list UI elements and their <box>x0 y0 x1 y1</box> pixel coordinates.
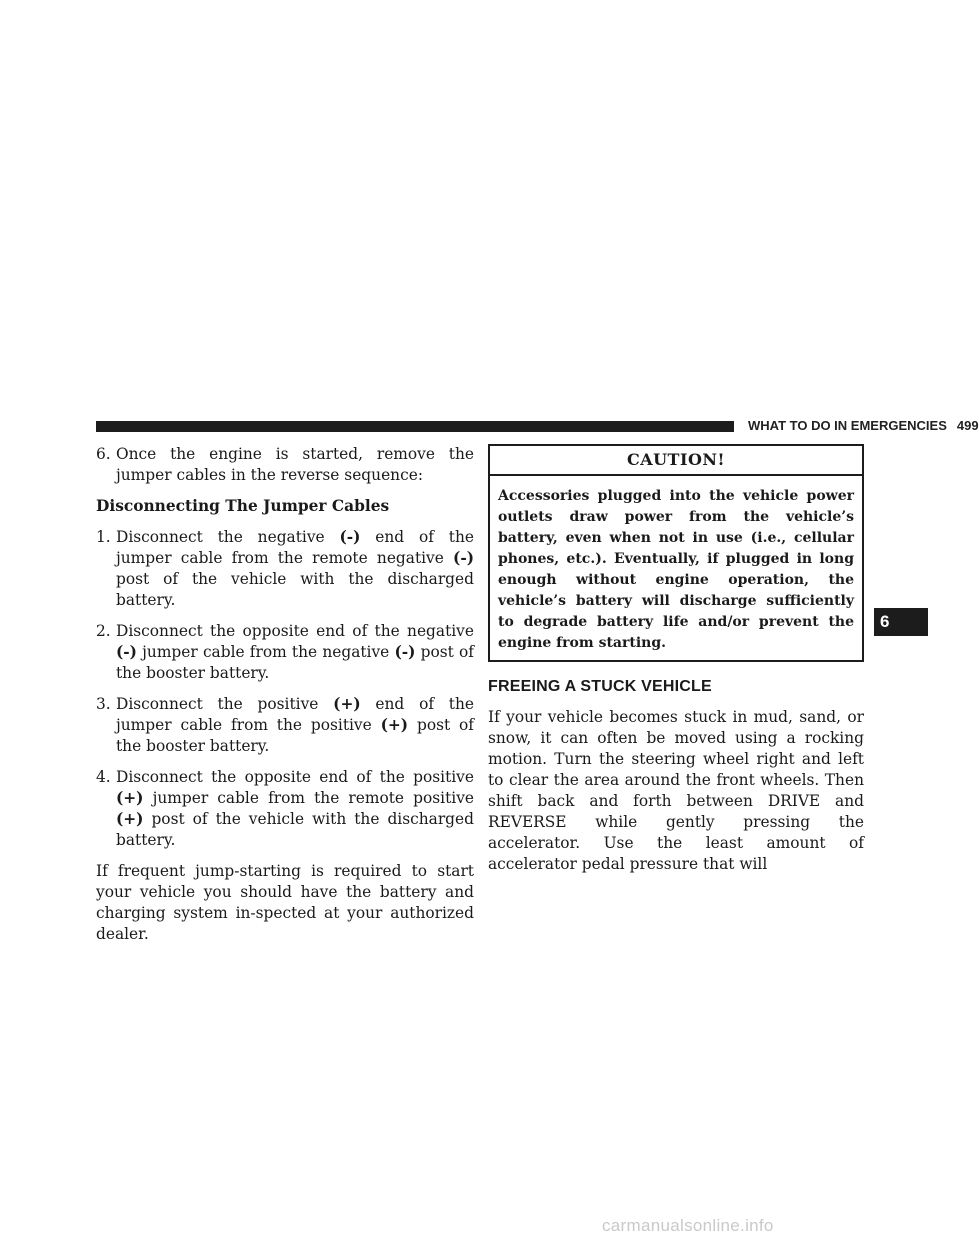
section-title: WHAT TO DO IN EMERGENCIES <box>748 418 947 433</box>
step-text: Disconnect the negative <box>116 528 340 546</box>
running-header <box>748 418 979 433</box>
chapter-tab: 6 <box>874 608 928 636</box>
step-text: Disconnect the opposite end of the negative <box>116 622 474 640</box>
caution-body: Accessories plugged into the vehicle power outlets draw power from the vehicle’s battery, even when not in use (i.e., cellular phones, etc.). Eventually, if plugged in long enough without engine operation, the vehicle’s battery will discharge sufficiently to degrade battery life and/or prevent the engine from starting. <box>498 488 854 651</box>
step-number: 3. <box>96 695 111 713</box>
caution-box <box>488 444 864 662</box>
step-text: post of the vehicle with the discharged battery. <box>116 570 474 609</box>
terminal-symbol: (-) <box>453 549 474 567</box>
step-2 <box>96 621 474 684</box>
step-text: post of the booster battery. <box>116 643 474 682</box>
section-heading-freeing: FREEING A STUCK VEHICLE <box>488 678 712 695</box>
right-column <box>488 444 864 875</box>
step-number: 2. <box>96 622 111 640</box>
step-6 <box>96 444 474 486</box>
step-text: end of the jumper cable from the positive <box>116 695 475 734</box>
step-1 <box>96 527 474 611</box>
terminal-symbol: (+) <box>116 789 144 807</box>
step-text: jumper cable from the negative <box>136 643 395 661</box>
step-text: post of the booster battery. <box>116 716 475 755</box>
terminal-symbol: (-) <box>116 643 137 661</box>
left-column <box>96 444 474 945</box>
terminal-symbol: (+) <box>116 810 144 828</box>
step-text: Disconnect the positive <box>116 695 334 713</box>
step-number: 4. <box>96 768 111 786</box>
step-text: end of the jumper cable from the remote negative <box>116 528 475 567</box>
watermark: carmanualsonline.info <box>602 1216 774 1235</box>
step-4 <box>96 767 474 851</box>
freeing-paragraph: If your vehicle becomes stuck in mud, sand, or snow, it can often be moved using a rocking motion. Turn the steering wheel right and left to clear the area around the front wheels. Then shift back and forth between DRIVE and REVERSE while gently pressing the accelerator. Use the least amount of accelerator pedal pressure that will <box>488 708 864 873</box>
step-text: jumper cable from the remote positive <box>143 789 474 807</box>
step-text: post of the vehicle with the discharged battery. <box>116 810 474 849</box>
closing-paragraph: If frequent jump-starting is required to start your vehicle you should have the battery and charging system in-spected at your authorized dealer. <box>96 862 474 943</box>
step-text: Disconnect the opposite end of the positive <box>116 768 474 786</box>
page-number: 499 <box>956 418 979 433</box>
terminal-symbol: (+) <box>380 716 409 734</box>
step-3 <box>96 694 474 757</box>
terminal-symbol: (-) <box>339 528 361 546</box>
header-rule <box>96 421 734 432</box>
step-number: 1. <box>96 528 111 546</box>
subheading-disconnecting: Disconnecting The Jumper Cables <box>96 497 390 515</box>
caution-title: CAUTION! <box>490 446 862 476</box>
terminal-symbol: (-) <box>394 643 416 661</box>
step-number: 6. <box>96 445 111 463</box>
step-text: Once the engine is started, remove the jumper cables in the reverse sequence: <box>116 445 474 484</box>
terminal-symbol: (+) <box>333 695 361 713</box>
